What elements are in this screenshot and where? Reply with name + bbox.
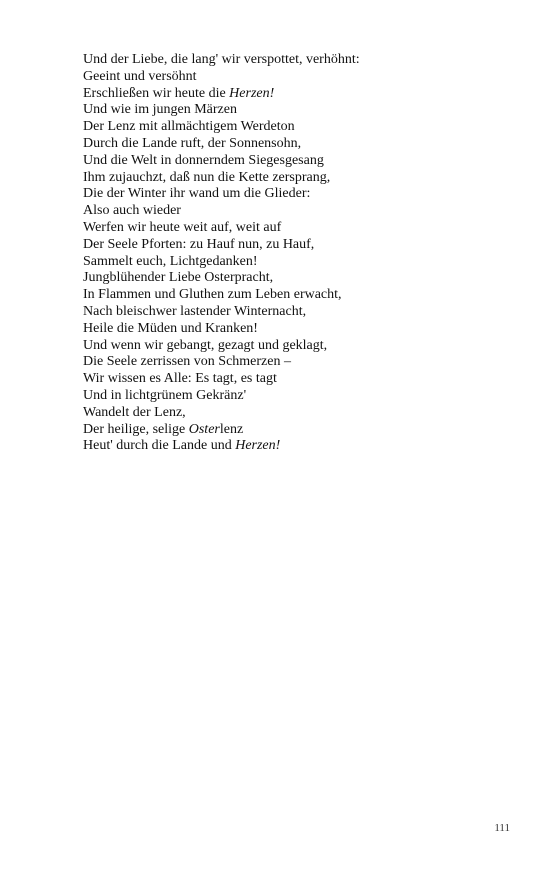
text-segment: Erschließen wir heute die bbox=[83, 85, 230, 101]
poem-line bbox=[83, 422, 513, 439]
text-segment: Nach bleischwer lastender Winternacht, bbox=[83, 303, 307, 319]
poem-line bbox=[83, 203, 513, 220]
text-segment: Heut' durch die Lande und bbox=[83, 438, 236, 454]
poem-line bbox=[83, 371, 513, 388]
text-segment: Geeint und versöhnt bbox=[83, 68, 197, 84]
text-segment: Der Lenz mit allmächtigem Werdeton bbox=[83, 119, 295, 135]
poem-line bbox=[83, 170, 513, 187]
text-segment: Und die Welt in donnerndem Siegesgesang bbox=[83, 152, 324, 168]
poem-line bbox=[83, 220, 513, 237]
poem-line bbox=[83, 119, 513, 136]
emphasized-text: Herzen! bbox=[235, 438, 281, 454]
poem-line bbox=[83, 86, 513, 103]
poem-line bbox=[83, 287, 513, 304]
text-segment: Durch die Lande ruft, der Sonnensohn, bbox=[83, 135, 302, 151]
poem-line bbox=[83, 254, 513, 271]
poem-line bbox=[83, 69, 513, 86]
emphasized-text: Herzen! bbox=[229, 85, 275, 101]
text-segment: Wir wissen es Alle: Es tagt, es tagt bbox=[83, 371, 277, 387]
text-segment: Die der Winter ihr wand um die Glieder: bbox=[83, 186, 311, 202]
poem-line bbox=[83, 321, 513, 338]
text-segment: In Flammen und Gluthen zum Leben erwacht, bbox=[83, 287, 342, 303]
poem-line bbox=[83, 186, 513, 203]
text-segment: Also auch wieder bbox=[83, 203, 181, 219]
text-segment: Jungblühender Liebe Osterpracht, bbox=[83, 270, 274, 286]
poem-line bbox=[83, 304, 513, 321]
emphasized-text: Oster bbox=[188, 421, 220, 437]
text-segment: Und wie im jungen Märzen bbox=[83, 102, 237, 118]
text-segment: Der Seele Pforten: zu Hauf nun, zu Hauf, bbox=[83, 236, 315, 252]
text-segment: Wandelt der Lenz, bbox=[83, 404, 186, 420]
poem-line bbox=[83, 52, 513, 69]
poem-text bbox=[83, 52, 513, 455]
poem-line bbox=[83, 438, 513, 455]
poem-line bbox=[83, 270, 513, 287]
poem-line bbox=[83, 153, 513, 170]
text-segment: Werfen wir heute weit auf, weit auf bbox=[83, 219, 282, 235]
poem-line bbox=[83, 237, 513, 254]
poem-line bbox=[83, 338, 513, 355]
text-segment: Und in lichtgrünem Gekränz' bbox=[83, 387, 247, 403]
poem-line bbox=[83, 102, 513, 119]
poem-line bbox=[83, 388, 513, 405]
text-segment: Sammelt euch, Lichtgedanken! bbox=[83, 253, 258, 269]
poem-line bbox=[83, 136, 513, 153]
text-segment: Und der Liebe, die lang' wir verspottet, verhöhnt: bbox=[83, 52, 360, 67]
page-number: 111 bbox=[494, 822, 510, 834]
text-segment: Ihm zujauchzt, daß nun die Kette zersprang, bbox=[83, 169, 331, 185]
poem-line bbox=[83, 405, 513, 422]
text-segment: lenz bbox=[219, 421, 244, 437]
text-segment: Der heilige, selige bbox=[83, 421, 189, 437]
poem-line bbox=[83, 354, 513, 371]
text-segment: Heile die Müden und Kranken! bbox=[83, 320, 258, 336]
text-segment: Und wenn wir gebangt, gezagt und geklagt, bbox=[83, 337, 328, 353]
text-segment: Die Seele zerrissen von Schmerzen – bbox=[83, 354, 291, 370]
